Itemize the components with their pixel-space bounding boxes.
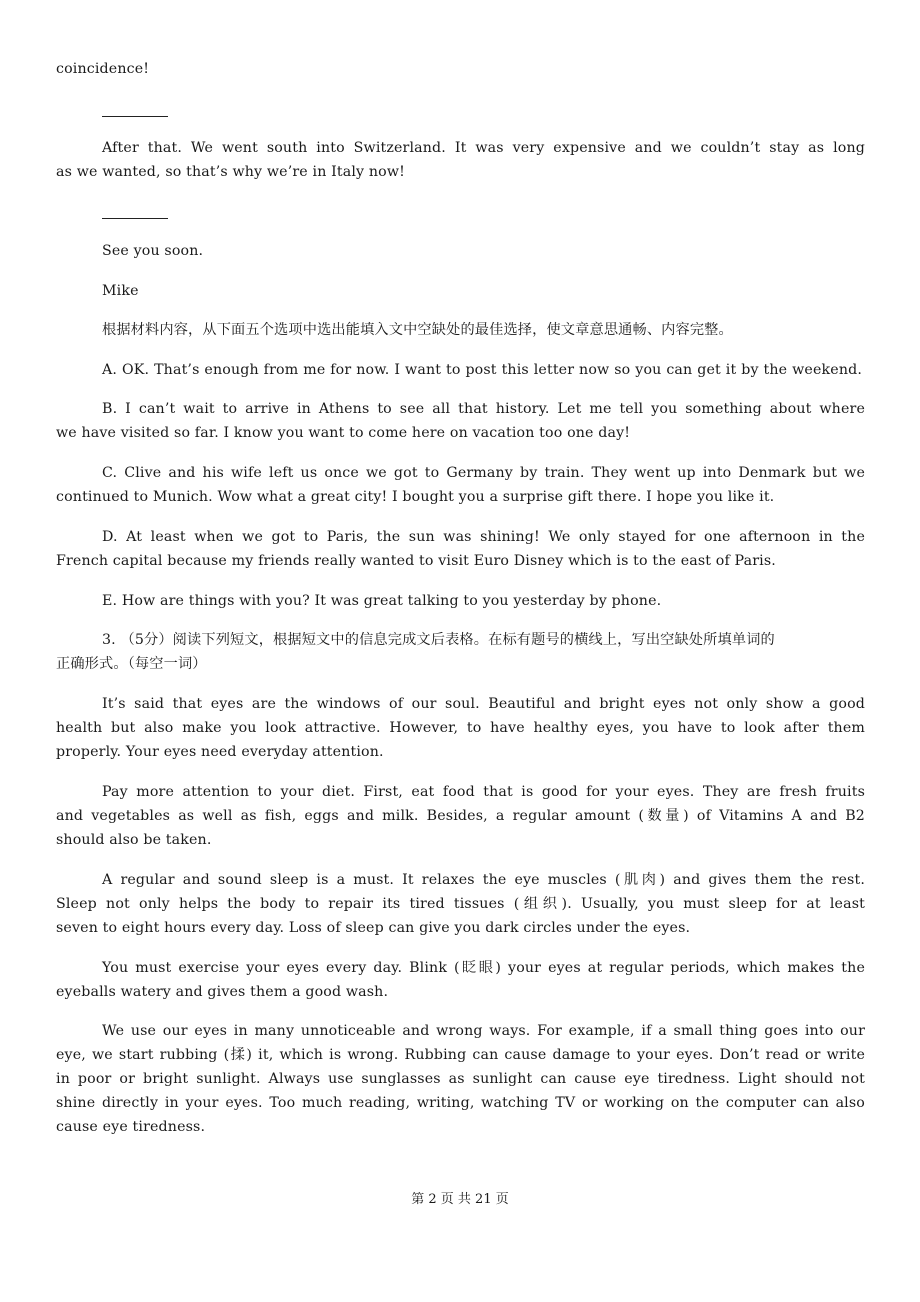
passage-line: It’s said that eyes are the windows of our soul. Beautiful and bright eyes not only show a good — [102, 696, 865, 712]
passage-line: eyeballs watery and gives them a good wash. — [56, 984, 389, 1000]
task-instruction: 根据材料内容，从下面五个选项中选出能填入文中空缺处的最佳选择，使文章意思通畅、内容完整。 — [102, 322, 733, 338]
passage-line: eye, we start rubbing (揉) it, which is wrong. Rubbing can cause damage to your eyes. Don’t read or write — [56, 1047, 865, 1063]
passage-line: properly. Your eyes need everyday attention. — [56, 744, 384, 760]
option-b-cont: we have visited so far. I know you want to come here on vacation too one day! — [56, 425, 631, 441]
passage-line: seven to eight hours every day. Loss of sleep can give you dark circles under the eyes. — [56, 920, 691, 936]
passage-line: health but also make you look attractive. However, to have healthy eyes, you have to look after them — [56, 720, 865, 736]
answer-blank — [102, 218, 168, 219]
passage-line: shine directly in your eyes. Too much reading, writing, watching TV or working on the computer can also — [56, 1095, 865, 1111]
question-3-header-cont: 正确形式。（每空一词） — [56, 656, 207, 672]
option-a: A. OK. That’s enough from me for now. I want to post this letter now so you can get it by the weekend. — [102, 362, 862, 378]
question-3-header: 3. （5分）阅读下列短文，根据短文中的信息完成文后表格。在标有题号的横线上，写出空缺处所填单词的 — [102, 632, 775, 648]
option-d: D. At least when we got to Paris, the sun was shining! We only stayed for one afternoon in the — [102, 529, 865, 545]
option-d-cont: French capital because my friends really wanted to visit Euro Disney which is to the east of Paris. — [56, 553, 776, 569]
passage-line: A regular and sound sleep is a must. It relaxes the eye muscles (肌肉) and gives them the rest. — [102, 872, 865, 888]
option-e: E. How are things with you? It was great talking to you yesterday by phone. — [102, 593, 662, 609]
option-b: B. I can’t wait to arrive in Athens to see all that history. Let me tell you something about where — [102, 401, 865, 417]
answer-blank — [102, 116, 168, 117]
passage-line: in poor or bright sunlight. Always use sunglasses as sunlight can cause eye tiredness. Light should not — [56, 1071, 865, 1087]
passage-line: Pay more attention to your diet. First, eat food that is good for your eyes. They are fresh fruits — [102, 784, 865, 800]
passage-line: cause eye tiredness. — [56, 1119, 206, 1135]
page-number-footer: 第 2 页 共 21 页 — [411, 1192, 509, 1207]
option-c: C. Clive and his wife left us once we got to Germany by train. They went up into Denmark but we — [102, 465, 865, 481]
letter-line: After that. We went south into Switzerland. It was very expensive and we couldn’t stay as long — [102, 140, 865, 156]
option-c-cont: continued to Munich. Wow what a great city! I bought you a surprise gift there. I hope you like it. — [56, 489, 775, 505]
letter-closing: See you soon. — [102, 243, 204, 259]
passage-line: We use our eyes in many unnoticeable and wrong ways. For example, if a small thing goes into our — [102, 1023, 865, 1039]
letter-line: coincidence! — [56, 61, 150, 77]
passage-line: Sleep not only helps the body to repair its tired tissues (组织). Usually, you must sleep for at least — [56, 896, 865, 912]
passage-line: should also be taken. — [56, 832, 212, 848]
passage-line: and vegetables as well as fish, eggs and milk. Besides, a regular amount (数量) of Vitamins A and B2 — [56, 808, 865, 824]
passage-line: You must exercise your eyes every day. Blink (眨眼) your eyes at regular periods, which makes the — [102, 960, 865, 976]
letter-signature: Mike — [102, 283, 139, 299]
letter-line: as we wanted, so that’s why we’re in Italy now! — [56, 164, 405, 180]
